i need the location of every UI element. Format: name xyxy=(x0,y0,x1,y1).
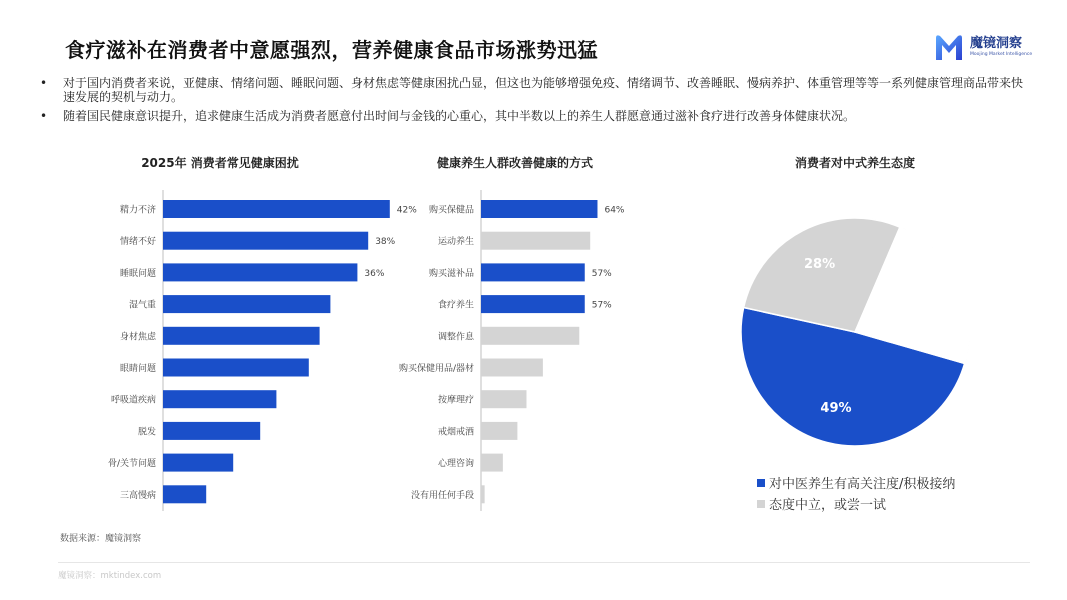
legend-item xyxy=(757,493,955,514)
pie-slice-label: 28% xyxy=(804,257,836,273)
troubles-category-label: 脱发 xyxy=(137,427,156,438)
troubles-category-label: 骨/关节问题 xyxy=(107,459,156,470)
troubles-category-label: 精力不济 xyxy=(119,205,156,216)
troubles-bar xyxy=(163,422,260,440)
troubles-bar xyxy=(163,263,357,281)
footer-divider xyxy=(58,562,1030,563)
chart3-title: 消费者对中式养生态度 xyxy=(794,156,915,170)
troubles-data-label: 36% xyxy=(364,268,385,279)
troubles-bar xyxy=(163,295,330,313)
troubles-bar xyxy=(163,359,309,377)
troubles-bar xyxy=(163,327,320,345)
methods-bar xyxy=(481,359,543,377)
troubles-bar xyxy=(163,485,206,503)
methods-bar xyxy=(481,200,597,218)
pie-slice-label: 49% xyxy=(820,401,852,417)
bullet-text: 对于国内消费者来说，亚健康、情绪问题、睡眠问题、身材焦虑等健康困扰凸显，但这也为能够增强免疫、情绪调节、改善睡眠、慢病养护、体重管理等等一系列健康管理商品带来快速发展的契机与动力。 xyxy=(63,76,1024,104)
legend-swatch-gray xyxy=(757,500,765,508)
troubles-bar xyxy=(163,390,276,408)
troubles-data-label: 42% xyxy=(396,205,417,216)
data-source: 数据来源：魔镜洞察 xyxy=(60,534,142,544)
summary-bullets xyxy=(40,77,1030,130)
methods-category-label: 购买保健品 xyxy=(428,205,474,216)
bullet-text: 随着国民健康意识提升，追求健康生活成为消费者愿意付出时间与金钱的心重心，其中半数以上的养生人群愿意通过滋补食疗进行改善身体健康状况。 xyxy=(63,109,856,123)
troubles-category-label: 睡眠问题 xyxy=(119,268,156,279)
methods-category-label: 按摩理疗 xyxy=(437,395,474,406)
legend-item xyxy=(757,472,955,493)
brand-logo xyxy=(934,32,1032,62)
methods-bar xyxy=(481,263,585,281)
methods-category-label: 运动养生 xyxy=(437,237,474,248)
methods-bar xyxy=(481,327,579,345)
bullet-marker: • xyxy=(40,76,48,90)
legend-label: 对中医养生有高关注度/积极接纳 xyxy=(769,477,956,492)
health-troubles-bar-chart xyxy=(60,190,417,520)
chart1-title: 2025年 消费者常见健康困扰 xyxy=(141,156,299,170)
troubles-bar xyxy=(163,200,390,218)
health-improvement-bar-chart xyxy=(380,190,680,520)
troubles-category-label: 情绪不好 xyxy=(119,237,156,248)
troubles-category-label: 湿气重 xyxy=(128,300,156,311)
methods-bar xyxy=(481,485,485,503)
methods-bar xyxy=(481,295,585,313)
methods-bar xyxy=(481,390,527,408)
methods-data-label: 57% xyxy=(591,268,612,279)
methods-bar xyxy=(481,422,517,440)
bullet-item xyxy=(40,110,1030,124)
troubles-bar xyxy=(163,232,368,250)
pie-legend xyxy=(757,472,955,514)
logo-name-cn: 魔镜洞察 xyxy=(970,36,1023,51)
troubles-data-label: 38% xyxy=(375,237,396,248)
footer-url: 魔镜洞察：mktindex.com xyxy=(58,571,162,581)
methods-category-label: 戒烟戒酒 xyxy=(437,427,474,438)
methods-category-label: 心理咨询 xyxy=(437,459,474,470)
troubles-bar xyxy=(163,454,233,472)
bullet-marker: • xyxy=(40,109,48,123)
methods-category-label: 购买滋补品 xyxy=(428,268,474,279)
troubles-category-label: 身材焦虑 xyxy=(119,332,156,343)
page-title: 食疗滋补在消费者中意愿强烈，营养健康食品市场涨势迅猛 xyxy=(65,38,598,62)
troubles-category-label: 三高慢病 xyxy=(119,490,156,501)
troubles-category-label: 眼睛问题 xyxy=(119,364,156,374)
methods-data-label: 57% xyxy=(591,300,612,311)
methods-category-label: 调整作息 xyxy=(437,332,474,343)
legend-swatch-blue xyxy=(757,479,765,487)
moojing-logo-icon xyxy=(934,32,964,62)
bullet-item xyxy=(40,77,1030,104)
logo-name-en: Moojing Market Intelligence xyxy=(970,52,1033,57)
legend-label: 态度中立，或尝一试 xyxy=(769,498,887,513)
methods-bar xyxy=(481,454,503,472)
methods-category-label: 没有用任何手段 xyxy=(410,490,474,501)
chart2-title: 健康养生人群改善健康的方式 xyxy=(436,156,593,170)
methods-data-label: 64% xyxy=(604,205,625,216)
troubles-category-label: 呼吸道疾病 xyxy=(110,395,156,406)
methods-category-label: 食疗养生 xyxy=(437,300,474,311)
methods-bar xyxy=(481,232,590,250)
tcm-attitude-pie-chart xyxy=(730,215,980,455)
methods-category-label: 购买保健用品/器材 xyxy=(398,364,474,374)
